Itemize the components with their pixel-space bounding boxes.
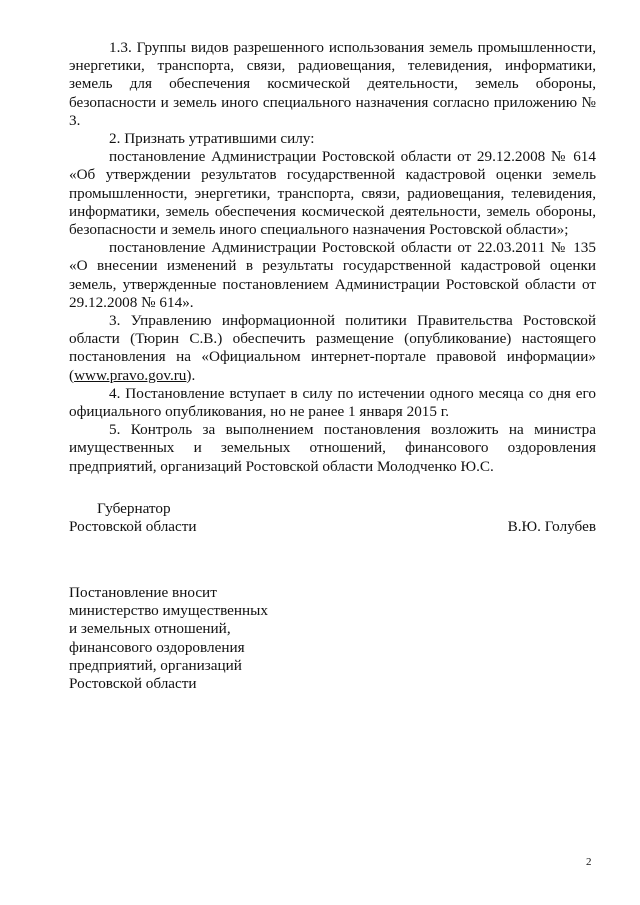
note-line: финансового оздоровления bbox=[69, 638, 245, 656]
signature-row bbox=[69, 518, 596, 536]
note-line: предприятий, организаций bbox=[69, 656, 242, 674]
signature-title-line1: Губернатор bbox=[97, 500, 171, 517]
signature-block bbox=[69, 500, 596, 536]
paragraph-repeal-614: постановление Администрации Ростовской области от 29.12.2008 № 614 «Об утверждении результатов государственной кадастровой оценки земель промышленности, энергетики, транспорта, связи, радиовещания, телевидения, информатики, земель обеспечения космической деятельности, земель обороны, безопасности и земель иного специального назначения Ростовской области»; bbox=[69, 148, 596, 239]
page-number: 2 bbox=[586, 856, 592, 868]
paragraph-repeal-135: постановление Администрации Ростовской области от 22.03.2011 № 135 «О внесении изменений в результаты государственной кадастровой оценки земель, утвержденные постановлением Администрации Ростовской области от 29.12.2008 № 614». bbox=[69, 239, 596, 311]
pravo-gov-link[interactable]: www.pravo.gov.ru bbox=[74, 366, 187, 384]
submission-note bbox=[69, 584, 369, 693]
signature-name: В.Ю. Голубев bbox=[507, 518, 596, 536]
document-body bbox=[69, 39, 596, 476]
note-line: и земельных отношений, bbox=[69, 620, 231, 638]
paragraph-3-text: 3. Управлению информационной политики Правительства Ростовской области (Тюрин С.В.) обеспечить размещение (опубликование) настоящего постановления на «Официальном интернет-портале правовой информации» ( bbox=[69, 312, 596, 384]
paragraph-4: 4. Постановление вступает в силу по истечении одного месяца со дня его официального опубликования, но не ранее 1 января 2015 г. bbox=[69, 384, 596, 421]
note-line: министерство имущественных bbox=[69, 602, 268, 620]
paragraph-3 bbox=[69, 312, 596, 385]
paragraph-5: 5. Контроль за выполнением постановления возложить на министра имущественных и земельных отношений, финансового оздоровления предприятий, организаций Ростовской области Молодченко Ю.С. bbox=[69, 421, 596, 475]
note-line: Постановление вносит bbox=[69, 584, 217, 601]
paragraph-3-end: ). bbox=[186, 366, 196, 384]
paragraph-1-3: 1.3. Группы видов разрешенного использования земель промышленности, энергетики, транспорта, связи, радиовещания, телевидения, информатики, земель для обеспечения космической деятельности, земель обороны, безопасности и земель иного специального назначения согласно приложению № 3. bbox=[69, 39, 596, 129]
paragraph-2: 2. Признать утратившими силу: bbox=[109, 130, 315, 148]
note-line: Ростовской области bbox=[69, 675, 197, 693]
signature-title-line2: Ростовской области bbox=[69, 518, 197, 536]
